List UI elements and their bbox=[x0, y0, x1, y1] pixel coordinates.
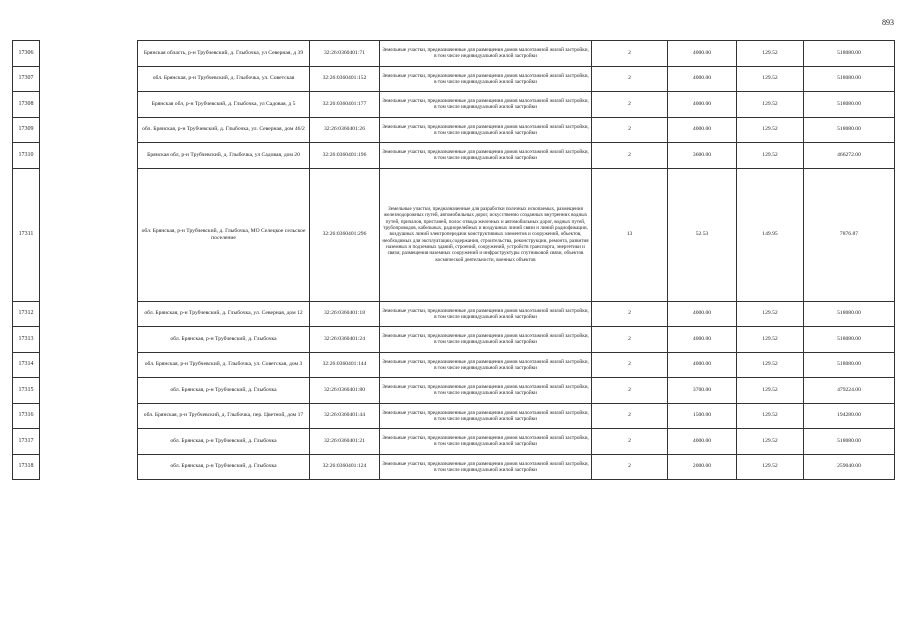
table-row bbox=[13, 143, 895, 169]
land-use-cell: Земельные участки, предназначенные для размещения домов малоэтажной жилой застройки, в том числе индивидуальной жилой застройки bbox=[380, 143, 592, 169]
use-group-cell: 2 bbox=[592, 352, 668, 378]
table-row bbox=[13, 378, 895, 404]
table-row bbox=[13, 403, 895, 429]
address-cell: обл. Брянская, р-н Трубчевский, д. Глыбочка, ул. Северная, дом 46/2 bbox=[138, 117, 310, 143]
table-row bbox=[13, 429, 895, 455]
cadastral-number-cell: 32:26:0360401:26 bbox=[310, 117, 380, 143]
cadastral-value-cell: 194280.00 bbox=[804, 403, 895, 429]
row-number-cell: 17310 bbox=[13, 143, 40, 169]
area-cell: 3700.00 bbox=[668, 378, 737, 404]
address-cell: обл. Брянская, р-н Трубчевский, д. Глыбочка bbox=[138, 378, 310, 404]
specific-value-cell: 129.52 bbox=[737, 143, 804, 169]
address-cell: обл. Брянская, р-н Трубчевский, д. Глыбочка bbox=[138, 429, 310, 455]
use-group-cell: 2 bbox=[592, 41, 668, 67]
cadastral-value-cell: 518080.00 bbox=[804, 429, 895, 455]
area-cell: 4000.00 bbox=[668, 92, 737, 118]
use-group-cell: 2 bbox=[592, 117, 668, 143]
use-group-cell: 2 bbox=[592, 454, 668, 480]
use-group-cell: 2 bbox=[592, 429, 668, 455]
table-row bbox=[13, 66, 895, 92]
area-cell: 2000.00 bbox=[668, 454, 737, 480]
cadastral-number-cell: 32:26:0360401:144 bbox=[310, 352, 380, 378]
land-use-cell: Земельные участки, предназначенные для размещения домов малоэтажной жилой застройки, в том числе индивидуальной жилой застройки bbox=[380, 429, 592, 455]
empty-cell bbox=[40, 117, 138, 143]
specific-value-cell: 129.52 bbox=[737, 429, 804, 455]
row-number-cell: 17314 bbox=[13, 352, 40, 378]
cadastral-number-cell: 32:26:0360401:296 bbox=[310, 168, 380, 301]
address-cell: Брянская обл, р-н Трубчевский, д. Глыбочка, ул Садовая, д 5 bbox=[138, 92, 310, 118]
area-cell: 4000.00 bbox=[668, 301, 737, 327]
cadastral-number-cell: 32:26:0360401:71 bbox=[310, 41, 380, 67]
area-cell: 4000.00 bbox=[668, 327, 737, 353]
address-cell: обл. Брянская, р-н Трубчевский, д. Глыбочка, ул. Северная, дом 12 bbox=[138, 301, 310, 327]
area-cell: 1500.00 bbox=[668, 403, 737, 429]
address-cell: обл. Брянская, р-н Трубчевский, д. Глыбочка bbox=[138, 454, 310, 480]
specific-value-cell: 129.52 bbox=[737, 454, 804, 480]
empty-cell bbox=[40, 168, 138, 301]
use-group-cell: 2 bbox=[592, 327, 668, 353]
specific-value-cell: 129.52 bbox=[737, 378, 804, 404]
cadastral-value-cell: 518080.00 bbox=[804, 352, 895, 378]
cadastral-value-cell: 518080.00 bbox=[804, 117, 895, 143]
area-cell: 3600.00 bbox=[668, 143, 737, 169]
cadastral-number-cell: 32:26:0360401:177 bbox=[310, 92, 380, 118]
empty-cell bbox=[40, 327, 138, 353]
table-row bbox=[13, 168, 895, 301]
land-use-cell: Земельные участки, предназначенные для размещения домов малоэтажной жилой застройки, в том числе индивидуальной жилой застройки bbox=[380, 378, 592, 404]
row-number-cell: 17306 bbox=[13, 41, 40, 67]
row-number-cell: 17308 bbox=[13, 92, 40, 118]
land-use-cell: Земельные участки, предназначенные для размещения домов малоэтажной жилой застройки, в том числе индивидуальной жилой застройки bbox=[380, 301, 592, 327]
table-body bbox=[13, 41, 895, 480]
table-row bbox=[13, 92, 895, 118]
area-cell: 52.53 bbox=[668, 168, 737, 301]
cadastral-value-table bbox=[12, 40, 895, 480]
cadastral-value-cell: 518080.00 bbox=[804, 92, 895, 118]
cadastral-value-cell: 7876.87 bbox=[804, 168, 895, 301]
row-number-cell: 17318 bbox=[13, 454, 40, 480]
specific-value-cell: 129.52 bbox=[737, 403, 804, 429]
row-number-cell: 17316 bbox=[13, 403, 40, 429]
use-group-cell: 2 bbox=[592, 143, 668, 169]
row-number-cell: 17312 bbox=[13, 301, 40, 327]
specific-value-cell: 129.52 bbox=[737, 41, 804, 67]
cadastral-value-cell: 259040.00 bbox=[804, 454, 895, 480]
address-cell: обл. Брянская, р-н Трубчевский, д. Глыбочка, ул. Советская bbox=[138, 66, 310, 92]
cadastral-number-cell: 32:26:0360401:24 bbox=[310, 327, 380, 353]
empty-cell bbox=[40, 41, 138, 67]
land-use-cell: Земельные участки, предназначенные для разработки полезных ископаемых, размещения железнодорожных путей, автомобильных дорог, искусственно созданных внутренних водных путей, причалов, пристаней, полос отвода железных и автомобильных дорог, водных путей, трубопроводов, кабельных, радиорелейных и воздушных линий связи и линий радиофикации, воздушных линий электропередачи конструктивных элементов и сооружений, объектов, необходимых для эксплуатации,содержания, строительства, реконструкции, ремонта, развития наземных и подземных зданий, строений, сооружений, устройств транспорта, энергетики и связи; размещения наземных сооружений и инфраструктуры спутниковой связи, объектов космической деятельности, военных объектов bbox=[380, 168, 592, 301]
table-row bbox=[13, 454, 895, 480]
area-cell: 4000.00 bbox=[668, 429, 737, 455]
area-cell: 4000.00 bbox=[668, 41, 737, 67]
land-use-cell: Земельные участки, предназначенные для размещения домов малоэтажной жилой застройки, в том числе индивидуальной жилой застройки bbox=[380, 327, 592, 353]
empty-cell bbox=[40, 429, 138, 455]
cadastral-value-cell: 479224.00 bbox=[804, 378, 895, 404]
empty-cell bbox=[40, 378, 138, 404]
table-row bbox=[13, 352, 895, 378]
cadastral-value-cell: 518080.00 bbox=[804, 327, 895, 353]
land-use-cell: Земельные участки, предназначенные для размещения домов малоэтажной жилой застройки, в том числе индивидуальной жилой застройки bbox=[380, 403, 592, 429]
table-row bbox=[13, 327, 895, 353]
specific-value-cell: 129.52 bbox=[737, 92, 804, 118]
specific-value-cell: 129.52 bbox=[737, 301, 804, 327]
use-group-cell: 2 bbox=[592, 301, 668, 327]
empty-cell bbox=[40, 143, 138, 169]
table-row bbox=[13, 41, 895, 67]
cadastral-number-cell: 32:26:0360401:196 bbox=[310, 143, 380, 169]
empty-cell bbox=[40, 403, 138, 429]
land-use-cell: Земельные участки, предназначенные для размещения домов малоэтажной жилой застройки, в том числе индивидуальной жилой застройки bbox=[380, 66, 592, 92]
use-group-cell: 2 bbox=[592, 378, 668, 404]
table-row bbox=[13, 117, 895, 143]
empty-cell bbox=[40, 454, 138, 480]
cadastral-number-cell: 32:26:0360401:44 bbox=[310, 403, 380, 429]
land-use-cell: Земельные участки, предназначенные для размещения домов малоэтажной жилой застройки, в том числе индивидуальной жилой застройки bbox=[380, 117, 592, 143]
table-row bbox=[13, 301, 895, 327]
row-number-cell: 17307 bbox=[13, 66, 40, 92]
empty-cell bbox=[40, 301, 138, 327]
area-cell: 4000.00 bbox=[668, 352, 737, 378]
page-number: 893 bbox=[882, 18, 894, 27]
cadastral-number-cell: 32:26:0360401:80 bbox=[310, 378, 380, 404]
area-cell: 4000.00 bbox=[668, 117, 737, 143]
cadastral-number-cell: 32:26:0360401:124 bbox=[310, 454, 380, 480]
cadastral-number-cell: 32:26:0360401:152 bbox=[310, 66, 380, 92]
specific-value-cell: 129.52 bbox=[737, 327, 804, 353]
land-use-cell: Земельные участки, предназначенные для размещения домов малоэтажной жилой застройки, в том числе индивидуальной жилой застройки bbox=[380, 454, 592, 480]
cadastral-value-cell: 466272.00 bbox=[804, 143, 895, 169]
specific-value-cell: 129.52 bbox=[737, 66, 804, 92]
land-use-cell: Земельные участки, предназначенные для размещения домов малоэтажной жилой застройки, в том числе индивидуальной жилой застройки bbox=[380, 352, 592, 378]
specific-value-cell: 129.52 bbox=[737, 117, 804, 143]
empty-cell bbox=[40, 352, 138, 378]
address-cell: обл. Брянская, р-н Трубчевский, д. Глыбочка, пер. Цветной, дом 17 bbox=[138, 403, 310, 429]
row-number-cell: 17311 bbox=[13, 168, 40, 301]
use-group-cell: 2 bbox=[592, 92, 668, 118]
row-number-cell: 17317 bbox=[13, 429, 40, 455]
use-group-cell: 2 bbox=[592, 66, 668, 92]
area-cell: 4000.00 bbox=[668, 66, 737, 92]
address-cell: обл. Брянская, р-н Трубчевский, д. Глыбочка, ул. Советская, дом 3 bbox=[138, 352, 310, 378]
row-number-cell: 17315 bbox=[13, 378, 40, 404]
empty-cell bbox=[40, 92, 138, 118]
specific-value-cell: 149.95 bbox=[737, 168, 804, 301]
row-number-cell: 17309 bbox=[13, 117, 40, 143]
row-number-cell: 17313 bbox=[13, 327, 40, 353]
cadastral-value-cell: 518080.00 bbox=[804, 301, 895, 327]
empty-cell bbox=[40, 66, 138, 92]
cadastral-value-cell: 518080.00 bbox=[804, 41, 895, 67]
land-use-cell: Земельные участки, предназначенные для размещения домов малоэтажной жилой застройки, в том числе индивидуальной жилой застройки bbox=[380, 92, 592, 118]
specific-value-cell: 129.52 bbox=[737, 352, 804, 378]
address-cell: Брянская область, р-н Трубчевский, д. Глыбочка, ул Северная, д 39 bbox=[138, 41, 310, 67]
address-cell: обл. Брянская, р-н Трубчевский, д. Глыбочка bbox=[138, 327, 310, 353]
cadastral-number-cell: 32:26:0360401:21 bbox=[310, 429, 380, 455]
use-group-cell: 13 bbox=[592, 168, 668, 301]
address-cell: обл. Брянская, р-н Трубчевский, д. Глыбочка, МО Селецкое сельское поселение bbox=[138, 168, 310, 301]
land-use-cell: Земельные участки, предназначенные для размещения домов малоэтажной жилой застройки, в том числе индивидуальной жилой застройки bbox=[380, 41, 592, 67]
address-cell: Брянская обл, р-н Трубчевский, д. Глыбочка, ул Садовая, дом 20 bbox=[138, 143, 310, 169]
use-group-cell: 2 bbox=[592, 403, 668, 429]
cadastral-number-cell: 32:26:0360401:18 bbox=[310, 301, 380, 327]
cadastral-value-cell: 518080.00 bbox=[804, 66, 895, 92]
